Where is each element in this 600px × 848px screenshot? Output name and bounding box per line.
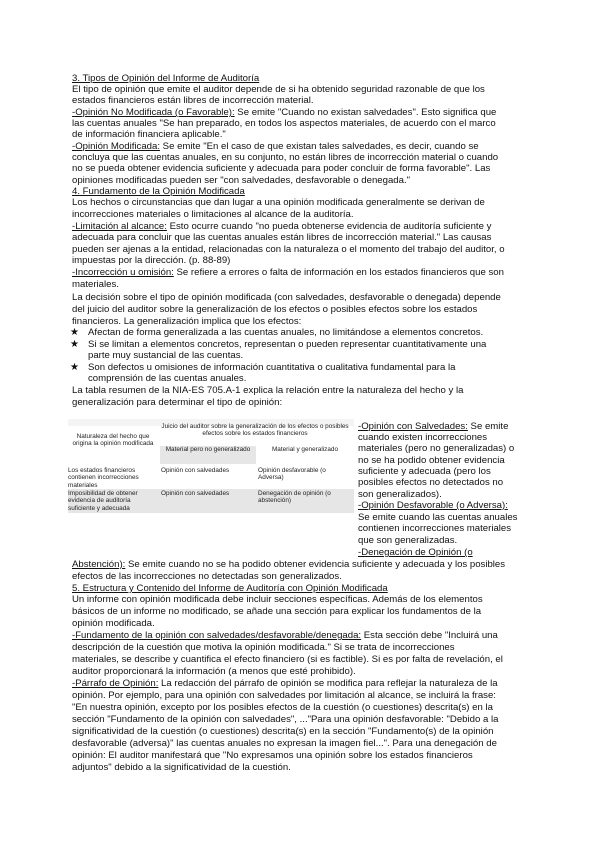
opinion-modificada-line [72, 141, 479, 152]
incorreccion-line [72, 267, 504, 278]
paragraph-line: las cuentas anuales "Se han preparado, en todos los aspectos materiales, de acuerdo con el marco [72, 118, 496, 129]
paragraph-line: impuestas por la dirección. (p. 88-89) [72, 255, 231, 266]
paragraph-line: cuando existen incorrecciones [358, 432, 488, 443]
paragraph-line: materiales, se describe y cuantifica el efecto financiero (si es factible). Si es por falta de revelación, el [72, 654, 503, 665]
abstencion-line [72, 559, 505, 570]
paragraph-line: del juicio del auditor sobre la generalización de los efectos o posibles efectos sobre los estados [72, 304, 478, 315]
term-text: Se refiere a errores o falta de información en los estados financieros que son [173, 267, 504, 278]
paragraph-line: no se pueda obtener evidencia suficiente y adecuada para poder concluir de forma favorable". Las [72, 163, 491, 174]
paragraph-line: estados financieros están libres de incorrección material. [72, 95, 314, 106]
paragraph-line: suficiente y adecuada (pero los [358, 466, 491, 477]
paragraph-line: auditor proporcionará la información (a menos que esté prohibido). [72, 666, 356, 677]
paragraph-line: posibles efectos no detectados no [358, 477, 504, 488]
star-bullet-icon: ★ [70, 362, 79, 373]
paragraph-line: opinión: El auditor manifestará que "No expresamos una opinión sobre los estados financieros [72, 750, 473, 761]
paragraph-line: La tabla resumen de la NIA-ES 705.A-1 explica la relación entre la naturaleza del hecho y la [72, 385, 464, 396]
nia-summary-table [68, 419, 354, 511]
row2-naturaleza: Imposibilidad de obtener evidencia de auditoría suficiente y adecuada [68, 490, 138, 512]
section-4-heading: 4. Fundamento de la Opinión Modificada [72, 186, 245, 197]
paragraph-line: básicos de un informe no modificado, se añade una sección para explicar los fundamentos de la [72, 606, 482, 617]
paragraph-line: La decisión sobre el tipo de opinión modificada (con salvedades, desfavorable o denegada) depende [72, 292, 501, 303]
term-text: Se emite cuando no se ha podido obtener evidencia suficiente y adecuada y los posibles [125, 559, 506, 570]
term-text: Esta sección debe "Incluirá una [361, 630, 498, 641]
paragraph-line: desfavorable (adversa)" las cuentas anuales no expresan la imagen fiel...". Para una denegación de [72, 738, 497, 749]
paragraph-line: Un informe con opinión modificada debe incluir secciones específicas. Además de los elementos [72, 594, 483, 605]
bullet-item: Si se limitan a elementos concretos, representan o pueden representar cuantitativamente una [88, 339, 487, 350]
fundamento-line [72, 630, 498, 641]
paragraph-line: sección "Fundamento de la opinión con salvedades", ..."Para una opinión desfavorable: "Debido a la [72, 714, 499, 725]
paragraph-line: materiales. [72, 279, 119, 290]
paragraph-line: Los hechos o circunstancias que dan lugar a una opinión modificada generalmente se derivan de [72, 197, 485, 208]
bullet-item: Afectan de forma generalizada a las cuentas anuales, no limitándose a elementos concretos. [88, 327, 484, 338]
paragraph-line: opiniones modificadas pueden ser "con salvedades, desfavorable o denegada." [72, 175, 411, 186]
paragraph-line: generalización para determinar el tipo de opinión: [72, 397, 283, 408]
term-label: -Limitación al alcance: [72, 221, 167, 232]
paragraph-line: concluya que las cuentas anuales, en su conjunto, no están libres de incorrección material o cuando [72, 152, 499, 163]
opinion-salvedades-line [358, 421, 508, 432]
paragraph-line: no se ha podido obtener evidencia [358, 455, 505, 466]
paragraph-line: Se emite cuando las cuentas anuales [358, 512, 518, 523]
header-juicio: Juicio del auditor sobre la generalización de los efectos o posibles efectos sobre los estados financieros [161, 423, 349, 438]
term-text: Esto ocurre cuando "no pueda obtenerse evidencia de auditoría suficiente y [166, 221, 492, 232]
paragraph-line: significatividad de la cuestión (o cuestiones) descrita(s) en la sección "Fundamento(s) de la opinión [72, 726, 494, 737]
paragraph-line: incorrecciones materiales o limitaciones al alcance de la auditoría. [72, 209, 354, 220]
paragraph-line: materiales (pero no generalizadas) o [358, 443, 515, 454]
term-label: -Opinión con Salvedades: [358, 421, 468, 432]
term-label: -Párrafo de Opinión: [72, 678, 159, 689]
bullet-item-cont: comprensión de las cuentas anuales. [88, 373, 247, 384]
paragraph-line: financieros. La generalización implica que los efectos: [72, 316, 302, 327]
paragraph-line: efectos de las incorrecciones no detectadas son generalizados. [72, 571, 342, 582]
term-label: -Opinión No Modificada (o Favorable): [72, 107, 235, 118]
opinion-no-modificada-line [72, 107, 496, 118]
star-bullet-icon: ★ [70, 339, 79, 350]
term-text: Se emite "En el caso de que existan tales salvedades, es decir, cuando se [160, 141, 479, 152]
paragraph-line: adecuada para concluir que las cuentas anuales están libres de incorrección material." Las causas [72, 232, 492, 243]
term-text: Se emite [467, 421, 509, 432]
paragraph-line: son generalizados). [358, 489, 442, 500]
limitacion-line [72, 221, 491, 232]
paragraph-line: opinión modificada. [72, 618, 155, 629]
row2-material: Opinión con salvedades [161, 490, 230, 497]
header-material-generalizado: Material y generalizado [271, 446, 339, 453]
row2-generalizado: Denegación de opinión (o abstención) [258, 490, 331, 505]
paragraph-line: "En nuestra opinión, excepto por los posibles efectos de la cuestión (o cuestiones) descrita(s) en la [72, 702, 493, 713]
term-label: Abstención): [72, 559, 126, 570]
row1-naturaleza: Los estados financieros contienen incorrecciones materiales [68, 467, 139, 489]
bullet-item-cont: parte muy sustancial de las cuentas. [88, 350, 244, 361]
section-3-heading: 3. Tipos de Opinión del Informe de Auditoría [72, 73, 260, 84]
header-naturaleza: Naturaleza del hecho que origina la opinión modificada [72, 433, 154, 448]
paragraph-line: El tipo de opinión que emite el auditor depende de si ha obtenido seguridad razonable de que los [72, 84, 485, 95]
section-5-heading: 5. Estructura y Contenido del Informe de Auditoría con Opinión Modificada [72, 583, 388, 594]
row1-generalizado: Opinión desfavorable (o Adversa) [258, 467, 326, 482]
parrafo-opinion-line [72, 678, 498, 689]
term-label: -Incorrección u omisión: [72, 267, 174, 278]
paragraph-line: de información financiera aplicable." [72, 129, 226, 140]
paragraph-line: contienen incorrecciones materiales [358, 523, 512, 534]
row1-material: Opinión con salvedades [161, 467, 230, 474]
term-label: -Fundamento de la opinión con salvedades/desfavorable/denegada: [72, 630, 362, 641]
bullet-item: Son defectos u omisiones de información cuantitativa o cualitativa fundamental para la [88, 362, 456, 373]
term-text: La redacción del párrafo de opinión se modifica para reflejar la naturaleza de la [158, 678, 498, 689]
paragraph-line: opinión. Por ejemplo, para una opinión con salvedades por limitación al alcance, se incluirá la frase: [72, 690, 496, 701]
star-bullet-icon: ★ [70, 327, 79, 338]
header-material-no-generalizado: Material pero no generalizado [160, 446, 256, 464]
paragraph-line: descripción de la cuestión que motiva la opinión modificada." Si se trata de incorrecciones [72, 642, 455, 653]
paragraph-line: adjuntos" debido a la significatividad de la cuestión. [72, 762, 291, 773]
term-label: -Opinión Modificada: [72, 141, 160, 152]
denegacion-label: -Denegación de Opinión (o [358, 547, 473, 558]
paragraph-line: pueden ser ajenas a la entidad, relacionadas con la naturaleza o el momento del trabajo del auditor, o [72, 244, 505, 255]
term-text: Se emite "Cuando no existan salvedades". Esto significa que [234, 107, 497, 118]
opinion-desfavorable-label: -Opinión Desfavorable (o Adversa): [358, 500, 508, 511]
paragraph-line: que son generalizadas. [358, 535, 458, 546]
